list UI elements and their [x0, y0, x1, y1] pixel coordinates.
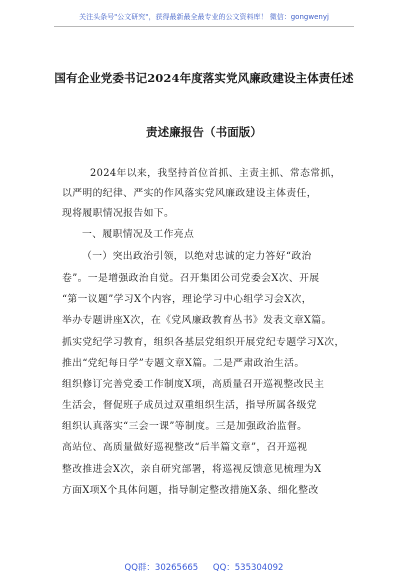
body-line: 高站位、高质量做好巡视整改“后半篇文章”，召开巡视 — [62, 442, 308, 453]
document-title-line-1: 国有企业党委书记2024年度落实党风廉政建设主体责任述 — [54, 71, 354, 85]
footer-contact — [0, 561, 408, 573]
body-line: 组织认真落实“三会一课”等制度。三是加强政治监督。 — [62, 421, 308, 432]
body-line: 推出“党纪每日学”专题文章X篇。二是严肃政治生活。 — [62, 358, 305, 369]
body-line: 卷”。一是增强政治自觉。召开集团公司党委会X次、开展 — [62, 273, 320, 284]
body-line: （一）突出政治引领，以绝对忠诚的定力答好“政治 — [82, 251, 312, 262]
body-line: “第一议题”学习X个内容，理论学习中心组学习会X次， — [62, 294, 312, 305]
body-line: 抓实党纪学习教育，组织各基层党组织开展党纪专题学习X次， — [62, 337, 345, 348]
body-line: 2024年以来，我坚持首位首抓、主责主抓、常态常抓， — [90, 168, 341, 179]
body-line: 整改推进会X次，亲自研究部署，将巡视反馈意见梳理为X — [62, 464, 322, 475]
footer-qq-group: QQ群：30265665 — [124, 563, 199, 573]
body-line: 组织修订完善党委工作制度X项，高质量召开巡视整改民主 — [62, 379, 325, 390]
section-heading: 一、履职情况及工作亮点 — [82, 229, 195, 240]
header-divider — [54, 26, 354, 27]
header-promo-text: 关注头条号"公文研究"，获得最新最全最专业的公文资料库！ 微信：gongwenyj — [79, 13, 329, 21]
body-line: 现将履职情况报告如下。 — [62, 208, 175, 219]
body-line: 以严明的纪律、严实的作风落实党风廉政建设主体责任， — [62, 188, 317, 199]
document-title-line-2: 责述廉报告（书面版） — [146, 125, 262, 139]
body-line: 方面X项X个具体问题，指导制定整改措施X条、细化整改 — [62, 485, 319, 496]
footer-qq-number: QQ：535304092 — [212, 563, 284, 573]
body-line: 生活会，督促班子成员过双重组织生活，指导所属各级党 — [62, 400, 317, 411]
body-line: 举办专题讲座X次，在《党风廉政教育丛书》发表文章X篇。 — [62, 315, 332, 326]
